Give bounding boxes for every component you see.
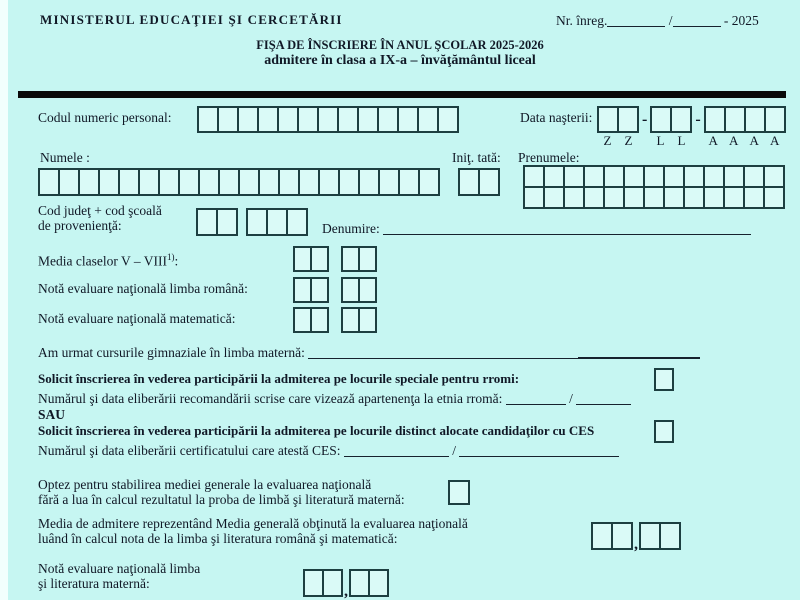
char-box[interactable] (460, 170, 480, 196)
char-box[interactable] (295, 279, 312, 303)
char-box[interactable] (613, 524, 633, 550)
char-box[interactable] (685, 188, 705, 209)
birth-dash-2: - (695, 110, 701, 128)
char-box[interactable] (525, 167, 545, 188)
opt-out-label-line1: Optez pentru stabilirea mediei generale la evaluarea naţională (38, 477, 372, 492)
char-box[interactable] (726, 108, 746, 133)
school-name-row (322, 221, 751, 236)
char-box[interactable] (199, 108, 219, 133)
char-box[interactable] (545, 188, 565, 209)
rromi-doc-slash: / (569, 391, 573, 406)
rromi-request-label: Solicit înscrierea în vederea participării la admiterea pe locurile speciale pentru rromi: (38, 371, 520, 386)
char-box[interactable] (288, 210, 308, 236)
char-box[interactable] (239, 108, 259, 133)
admission-average-label-line2: luând în calcul nota de la limba şi literatura română şi matematică: (38, 531, 398, 546)
char-box[interactable] (605, 188, 625, 209)
char-box[interactable] (420, 170, 440, 196)
char-box[interactable] (299, 108, 319, 133)
char-box[interactable] (619, 108, 639, 133)
char-box[interactable] (599, 108, 619, 133)
school-code-box-group (246, 208, 308, 236)
char-box[interactable] (745, 167, 765, 188)
admission-average-box-row (591, 522, 681, 553)
char-box[interactable] (324, 571, 343, 597)
char-box[interactable] (140, 170, 160, 196)
mother-tongue-courses-label: Am urmat cursurile gimnaziale în limba maternă: (38, 345, 305, 360)
char-box[interactable] (360, 309, 377, 333)
admission-dec-box-group (639, 522, 681, 550)
hint-letter: A (729, 133, 739, 148)
mother-tongue-blank-2[interactable] (578, 345, 700, 359)
avg-grades-footnote-mark: 1) (166, 252, 175, 262)
math-grade-box-row (293, 307, 377, 333)
char-box[interactable] (343, 279, 360, 303)
char-box[interactable] (219, 108, 239, 133)
ces-doc-slash: / (452, 443, 457, 458)
char-box[interactable] (180, 170, 200, 196)
rromi-document-label: Numărul şi data eliberării recomandării scrise care vizează apartenenţa la etnia rromă: (38, 391, 503, 406)
char-box[interactable] (120, 170, 140, 196)
cnp-label: Codul numeric personal: (38, 110, 172, 125)
char-box[interactable] (705, 167, 725, 188)
reg-slash: / (668, 13, 673, 28)
admission-average-label-line1: Media de admitere reprezentând Media generală obţinută la evaluarea naţională (38, 516, 468, 531)
char-box[interactable] (160, 170, 180, 196)
hint-letter: Z (603, 133, 612, 148)
char-box[interactable] (625, 167, 645, 188)
birth-day-hint (597, 133, 639, 149)
char-box[interactable] (645, 188, 665, 209)
opt-out-checkbox[interactable] (448, 480, 470, 505)
romanian-dec-box-group (341, 277, 377, 303)
char-box[interactable] (765, 167, 785, 188)
char-box[interactable] (300, 170, 320, 196)
char-box[interactable] (200, 170, 220, 196)
mother-tongue-courses-row (38, 345, 700, 360)
char-box[interactable] (661, 524, 681, 550)
char-box[interactable] (343, 248, 360, 272)
first-name-label: Prenumele: (518, 150, 580, 165)
char-box[interactable] (379, 108, 399, 133)
county-code-box-group (196, 208, 238, 236)
char-box[interactable] (360, 170, 380, 196)
romanian-grade-box-row (293, 277, 377, 303)
birth-year-box-group (704, 106, 786, 133)
mother-tongue-dec-box-group (349, 569, 389, 597)
char-box[interactable] (593, 524, 613, 550)
ces-doc-number-blank[interactable] (344, 444, 449, 457)
char-box[interactable] (259, 108, 279, 133)
char-box[interactable] (198, 210, 218, 236)
char-box[interactable] (652, 108, 672, 133)
rromi-doc-date-blank[interactable] (576, 392, 631, 405)
char-box[interactable] (248, 210, 268, 236)
char-box[interactable] (625, 188, 645, 209)
last-name-label: Numele : (40, 150, 90, 165)
char-box[interactable] (240, 170, 260, 196)
char-box[interactable] (218, 210, 238, 236)
ces-request-label: Solicit înscrierea în vederea participării la admiterea pe locurile distinct alocate candidaţilor cu CES (38, 423, 595, 438)
char-box[interactable] (295, 248, 312, 272)
char-box[interactable] (305, 571, 324, 597)
char-box[interactable] (279, 108, 299, 133)
mother-tongue-int-box-group (303, 569, 343, 597)
char-box[interactable] (351, 571, 370, 597)
char-box[interactable] (340, 170, 360, 196)
school-name-blank[interactable] (383, 222, 751, 235)
char-box[interactable] (359, 108, 379, 133)
reg-date-blank[interactable] (673, 14, 721, 27)
hint-letter: A (749, 133, 759, 148)
mother-tongue-grade-box-row (303, 569, 389, 600)
ces-document-label: Numărul şi data eliberării certificatului care atestă CES: (38, 443, 341, 458)
char-box[interactable] (419, 108, 439, 133)
birth-dash-1: - (642, 110, 648, 128)
char-box[interactable] (339, 108, 359, 133)
char-box[interactable] (641, 524, 661, 550)
mother-tongue-grade-label-line1: Notă evaluare naţională limba (38, 561, 201, 576)
math-dec-box-group (341, 307, 377, 333)
char-box[interactable] (672, 108, 692, 133)
opt-out-label-line2: fără a lua în calcul rezultatul la proba de limbă şi literatură maternă: (38, 492, 405, 507)
reg-number-blank[interactable] (607, 14, 665, 27)
birth-month-box-group (650, 106, 692, 133)
char-box[interactable] (312, 309, 329, 333)
page-left-margin (0, 0, 8, 600)
ministry-title: MINISTERUL EDUCAŢIEI ŞI CERCETĂRII (40, 12, 343, 27)
char-box[interactable] (725, 188, 745, 209)
school-name-label: Denumire: (322, 221, 380, 236)
hint-letter: L (677, 133, 686, 148)
mother-tongue-decimal-comma: , (344, 583, 348, 600)
admission-decimal-comma: , (634, 536, 638, 553)
birth-month-hint (650, 133, 692, 149)
hint-letter: L (656, 133, 665, 148)
header-divider (18, 91, 786, 98)
birth-date-label: Data naşterii: (520, 110, 593, 125)
char-box[interactable] (295, 309, 312, 333)
avg-dec-box-group (341, 246, 377, 272)
char-box[interactable] (766, 108, 786, 133)
char-box[interactable] (565, 167, 585, 188)
char-box[interactable] (585, 188, 605, 209)
romanian-grade-label: Notă evaluare naţională limba română: (38, 281, 248, 296)
char-box[interactable] (745, 188, 765, 209)
romanian-int-box-group (293, 277, 329, 303)
char-box[interactable] (665, 188, 685, 209)
char-box[interactable] (360, 248, 377, 272)
first-name-box-grid (523, 165, 785, 209)
father-initial-label: Iniţ. tată: (452, 150, 501, 165)
birth-year-hint (703, 133, 785, 149)
char-box[interactable] (399, 108, 419, 133)
char-box[interactable] (706, 108, 726, 133)
form-title-line1: FIŞA DE ÎNSCRIERE ÎN ANUL ŞCOLAR 2025-2026 (256, 38, 544, 52)
birth-day-box-group (597, 106, 639, 133)
char-box[interactable] (260, 170, 280, 196)
char-box[interactable] (360, 279, 377, 303)
rromi-document-row (38, 391, 631, 406)
char-box[interactable] (665, 167, 685, 188)
char-box[interactable] (765, 188, 785, 209)
char-box[interactable] (268, 210, 288, 236)
math-grade-label: Notă evaluare naţională matematică: (38, 311, 236, 326)
char-box[interactable] (585, 167, 605, 188)
mother-tongue-blank-1[interactable] (308, 346, 578, 359)
mother-tongue-grade-label-line2: şi literatura maternă: (38, 576, 150, 591)
ces-request-checkbox[interactable] (654, 420, 674, 443)
char-box[interactable] (312, 248, 329, 272)
char-box[interactable] (565, 188, 585, 209)
char-box[interactable] (545, 167, 565, 188)
avg-grades-colon: : (174, 253, 179, 269)
cnp-box-group (197, 106, 459, 133)
char-box[interactable] (480, 170, 500, 196)
char-box[interactable] (746, 108, 766, 133)
char-box[interactable] (319, 108, 339, 133)
char-box[interactable] (343, 309, 360, 333)
char-box[interactable] (40, 170, 60, 196)
char-box[interactable] (370, 571, 389, 597)
reg-year-suffix: - 2025 (723, 13, 759, 28)
char-box[interactable] (380, 170, 400, 196)
avg-int-box-group (293, 246, 329, 272)
char-box[interactable] (685, 167, 705, 188)
father-initial-box-group (458, 168, 500, 196)
sau-label: SAU (38, 407, 66, 422)
char-box[interactable] (725, 167, 745, 188)
ces-document-row (38, 443, 619, 458)
char-box[interactable] (645, 167, 665, 188)
char-box[interactable] (705, 188, 725, 209)
char-box[interactable] (400, 170, 420, 196)
school-code-label-line1: Cod judeţ + cod şcoală (38, 203, 162, 218)
reg-number-label: Nr. înreg. (556, 13, 608, 28)
hint-letter: Z (624, 133, 633, 148)
char-box[interactable] (312, 279, 329, 303)
char-box[interactable] (280, 170, 300, 196)
char-box[interactable] (605, 167, 625, 188)
ces-doc-date-blank[interactable] (459, 444, 619, 457)
registration-number-row (556, 13, 759, 28)
char-box[interactable] (320, 170, 340, 196)
char-box[interactable] (80, 170, 100, 196)
char-box[interactable] (100, 170, 120, 196)
school-code-label-line2: de provenienţă: (38, 218, 122, 233)
char-box[interactable] (60, 170, 80, 196)
avg-grades-box-row (293, 246, 377, 272)
last-name-box-group (38, 168, 440, 196)
char-box[interactable] (439, 108, 459, 133)
birth-date-box-row (597, 106, 786, 133)
hint-letter: A (770, 133, 780, 148)
hint-letter: A (708, 133, 718, 148)
math-int-box-group (293, 307, 329, 333)
form-title-line2: admitere în clasa a IX-a – învăţământul liceal (264, 53, 536, 68)
rromi-request-checkbox[interactable] (654, 368, 674, 391)
rromi-doc-number-blank[interactable] (506, 392, 566, 405)
avg-grades-label-text: Media claselor V – VIII (38, 253, 167, 269)
admission-int-box-group (591, 522, 633, 550)
char-box[interactable] (220, 170, 240, 196)
avg-grades-label (38, 250, 178, 269)
char-box[interactable] (525, 188, 545, 209)
